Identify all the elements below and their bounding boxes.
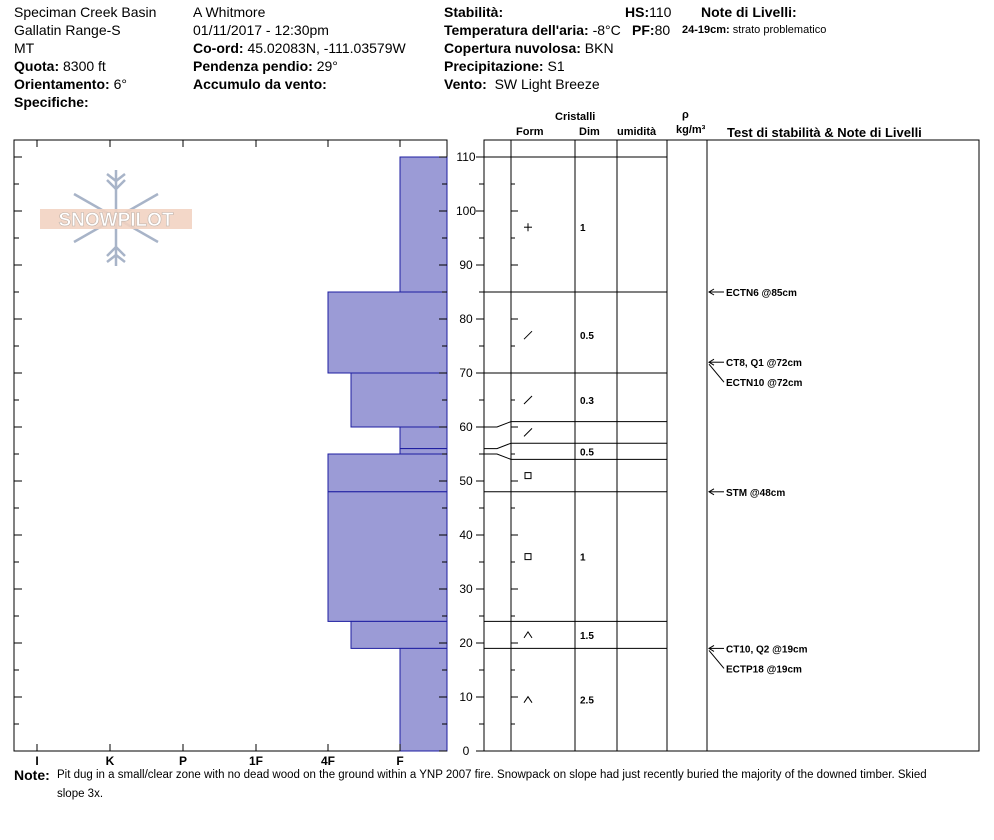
form-header: Form	[516, 126, 544, 138]
logo-text: SNOWPILOT	[58, 210, 174, 231]
crystal-form-symbol	[525, 554, 531, 560]
stability-test-label: ECTN6 @85cm	[726, 288, 797, 299]
layer-connector	[484, 454, 511, 459]
crystals-header: Cristalli	[555, 111, 596, 123]
depth-tick-label: 50	[459, 474, 473, 488]
layer-note-text: strato problematico	[732, 24, 827, 36]
footer-text-line1: Pit dug in a small/clear zone with no dead wood on the ground within a YNP 2007 fire. Snowpack on slope had just recently buried the majority of the downed timber. Skied	[57, 769, 927, 781]
hardness-tick-label: I	[35, 754, 39, 768]
depth-tick-label: 30	[459, 582, 473, 596]
size-header: Dim	[579, 126, 600, 138]
slope-label: Pendenza pendio:	[193, 58, 313, 74]
crystal-form-symbol	[524, 697, 532, 703]
hardness-layer-bar	[328, 292, 447, 373]
wind-label: Vento:	[444, 76, 487, 92]
pf-value: 80	[654, 22, 671, 38]
sky-label: Copertura nuvolosa:	[444, 40, 581, 56]
air-temp-label: Temperatura dell'aria:	[444, 22, 589, 38]
crystal-form-symbol	[524, 331, 532, 339]
hardness-layer-bar	[328, 492, 447, 622]
crystal-form-symbol	[525, 473, 531, 479]
crystal-size-label: 1	[580, 223, 586, 235]
crystal-size-label: 0.3	[580, 396, 594, 407]
slope-value: 29°	[316, 58, 338, 74]
crystal-form-symbol	[524, 396, 532, 404]
hardness-bars	[328, 157, 447, 751]
hardness-tick-label: P	[178, 754, 188, 768]
crystal-size-label: 2.5	[580, 695, 594, 707]
hardness-layer-bar	[328, 454, 447, 492]
depth-tick-label: 110	[456, 150, 476, 164]
crystal-symbols	[524, 223, 594, 707]
stability-test-label: STM @48cm	[726, 487, 786, 499]
crystal-size-label: 1	[580, 552, 586, 564]
snowpilot-logo	[40, 170, 192, 266]
crystal-size-label: 0.5	[580, 331, 594, 343]
crystal-size-label: 0.5	[580, 447, 594, 459]
hardness-tick-label: K	[105, 754, 115, 768]
layer-notes-title: Note di Livelli:	[701, 4, 797, 20]
sky-value: BKN	[584, 40, 614, 56]
stability-test-label: ECTN10 @72cm	[726, 378, 803, 390]
hardness-layer-bar	[400, 648, 447, 751]
footer-label: Note:	[14, 767, 50, 783]
density-unit-header: kg/m³	[676, 124, 706, 136]
specifics-label: Specifiche:	[14, 94, 89, 110]
aspect-value: 6°	[113, 76, 127, 92]
depth-tick-label: 60	[459, 420, 473, 434]
stability-test-label: CT10, Q2 @19cm	[726, 644, 808, 656]
precip-value: S1	[547, 58, 565, 74]
hardness-layer-bar	[400, 157, 447, 292]
depth-tick-label: 10	[459, 690, 473, 704]
layer-connector	[484, 422, 511, 427]
hardness-layer-bar	[351, 373, 447, 427]
hs-label: HS:	[625, 4, 650, 20]
hardness-tick-label: 1F	[248, 754, 264, 768]
coord-value: 45.02083N, -111.03579W	[247, 40, 406, 56]
wind-value: SW Light Breeze	[494, 76, 600, 92]
pf-label: PF:	[632, 22, 655, 38]
depth-tick-label: 40	[459, 528, 473, 542]
stability-label: Stabilità:	[444, 4, 504, 20]
coord-label: Co-ord:	[193, 40, 244, 56]
moisture-header: umidità	[617, 126, 657, 138]
wind-loading-label: Accumulo da vento:	[193, 76, 327, 92]
hs-value: 110	[649, 4, 672, 20]
aspect-label: Orientamento:	[14, 76, 110, 92]
location-name: Speciman Creek Basin	[14, 4, 157, 20]
stability-tests	[709, 288, 808, 675]
depth-tick-label: 20	[459, 636, 473, 650]
elevation-value: 8300 ft	[63, 58, 106, 74]
elevation-label: Quota:	[14, 58, 60, 74]
crystal-form-symbol	[524, 428, 532, 436]
rho-header: ρ	[682, 109, 689, 121]
layer-note-depth: 24-19cm:	[682, 24, 730, 36]
tests-header: Test di stabilità & Note di Livelli	[727, 125, 922, 140]
footer-text-line2: slope 3x.	[57, 788, 104, 800]
test-arrow	[709, 650, 724, 668]
depth-tick-label: 90	[459, 258, 473, 272]
hardness-frame	[14, 140, 447, 751]
stability-test-label: CT8, Q1 @72cm	[726, 358, 802, 370]
hardness-layer-bar	[400, 427, 447, 449]
depth-tick-label: 80	[459, 312, 473, 326]
layer-connector	[484, 443, 511, 448]
state-name: MT	[14, 40, 35, 56]
crystal-form-symbol	[524, 632, 532, 638]
range-name: Gallatin Range-S	[14, 22, 121, 38]
crystal-size-label: 1.5	[580, 630, 594, 642]
precip-label: Precipitazione:	[444, 58, 544, 74]
observation-datetime: 01/11/2017 - 12:30pm	[193, 22, 329, 38]
hardness-tick-label: 4F	[320, 754, 336, 768]
observer-name: A Whitmore	[193, 4, 266, 20]
test-arrow	[709, 364, 724, 382]
hardness-tick-label: F	[396, 754, 404, 768]
depth-tick-label: 0	[462, 744, 470, 758]
depth-tick-label: 100	[455, 204, 477, 218]
depth-tick-label: 70	[459, 366, 473, 380]
hardness-layer-bar	[351, 621, 447, 648]
layer-table-frame	[484, 140, 979, 751]
stability-test-label: ECTP18 @19cm	[726, 664, 802, 676]
hardness-layer-bar	[400, 449, 447, 454]
air-temp-value: -8°C	[592, 22, 621, 38]
